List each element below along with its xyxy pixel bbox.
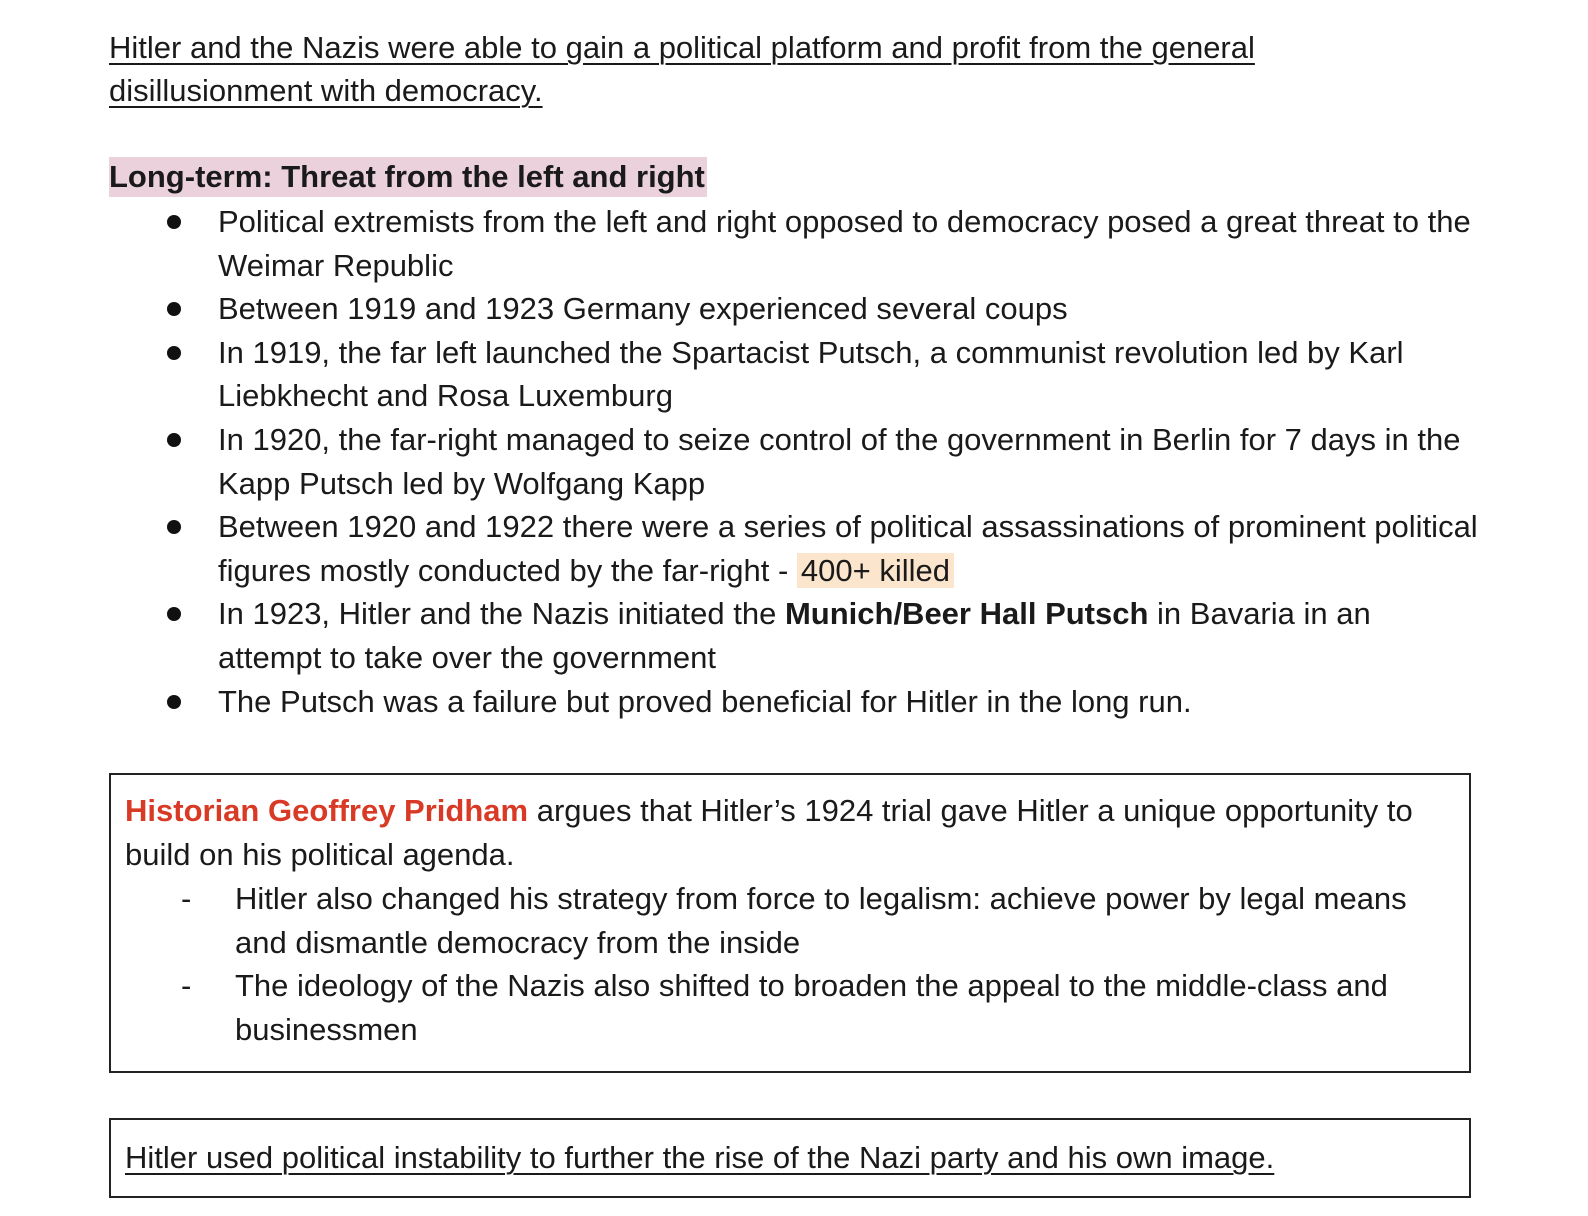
bullet-icon	[167, 520, 181, 534]
bullet-text: The Putsch was a failure but proved beneficial for Hitler in the long run.	[218, 683, 1192, 719]
historian-name: Historian Geoffrey Pridham	[125, 793, 529, 828]
historian-box	[109, 773, 1471, 1073]
bullet-text: Political extremists from the left and right opposed to democracy posed a great threat to the Weimar Republic	[218, 204, 1471, 283]
bullet-icon	[167, 695, 181, 709]
putsch-name: Munich/Beer Hall Putsch	[784, 596, 1149, 632]
section-heading: Long-term: Threat from the left and right	[109, 157, 707, 197]
list-item	[0, 287, 1478, 331]
bullet-text-end: in Bavaria in an attempt to take over the government	[218, 596, 1371, 675]
bullet-icon	[167, 433, 181, 447]
bullet-icon	[167, 215, 181, 229]
historian-argument	[125, 789, 1455, 877]
argument-text: argues that Hitler’s 1924 trial gave Hitler a unique opportunity to build on his political agenda.	[125, 793, 1413, 872]
list-item	[125, 964, 1455, 1051]
list-item	[0, 418, 1478, 505]
intro-statement: Hitler and the Nazis were able to gain a political platform and profit from the general disillusionment with democracy.	[109, 30, 1255, 108]
bullet-text: Between 1919 and 1923 Germany experienced several coups	[218, 291, 1068, 327]
list-item	[0, 331, 1478, 418]
bullet-list	[0, 200, 1588, 723]
point-text: Hitler also changed his strategy from force to legalism: achieve power by legal means and dismantle democracy from the inside	[235, 881, 1407, 960]
dash-list	[125, 877, 1455, 1051]
bullet-icon	[167, 302, 181, 316]
bullet-text: In 1923, Hitler and the Nazis initiated the	[218, 596, 785, 632]
bullet-text: In 1919, the far left launched the Spartacist Putsch, a communist revolution led by Karl Liebkhecht and Rosa Luxemburg	[218, 334, 1404, 414]
bullet-icon	[167, 346, 181, 360]
dash-icon: -	[181, 968, 192, 1003]
conclusion-box	[109, 1118, 1471, 1198]
list-item	[0, 200, 1478, 287]
list-item	[0, 680, 1478, 724]
bullet-text: Between 1920 and 1922 there were a series of political assassinations of prominent political figures mostly conducted by the far-right -	[218, 509, 1478, 588]
dash-icon: -	[181, 881, 192, 916]
point-text: The ideology of the Nazis also shifted to broaden the appeal to the middle-class and businessmen	[235, 968, 1388, 1047]
bullet-text: In 1920, the far-right managed to seize control of the government in Berlin for 7 days in the Kapp Putsch led by Wolfgang Kapp	[218, 421, 1461, 501]
list-item	[125, 877, 1455, 964]
list-item	[0, 505, 1478, 592]
bullet-icon	[167, 607, 181, 621]
conclusion-text: Hitler used political instability to further the rise of the Nazi party and his own image.	[125, 1140, 1275, 1175]
list-item	[0, 592, 1478, 679]
casualty-highlight: 400+ killed	[797, 553, 954, 588]
